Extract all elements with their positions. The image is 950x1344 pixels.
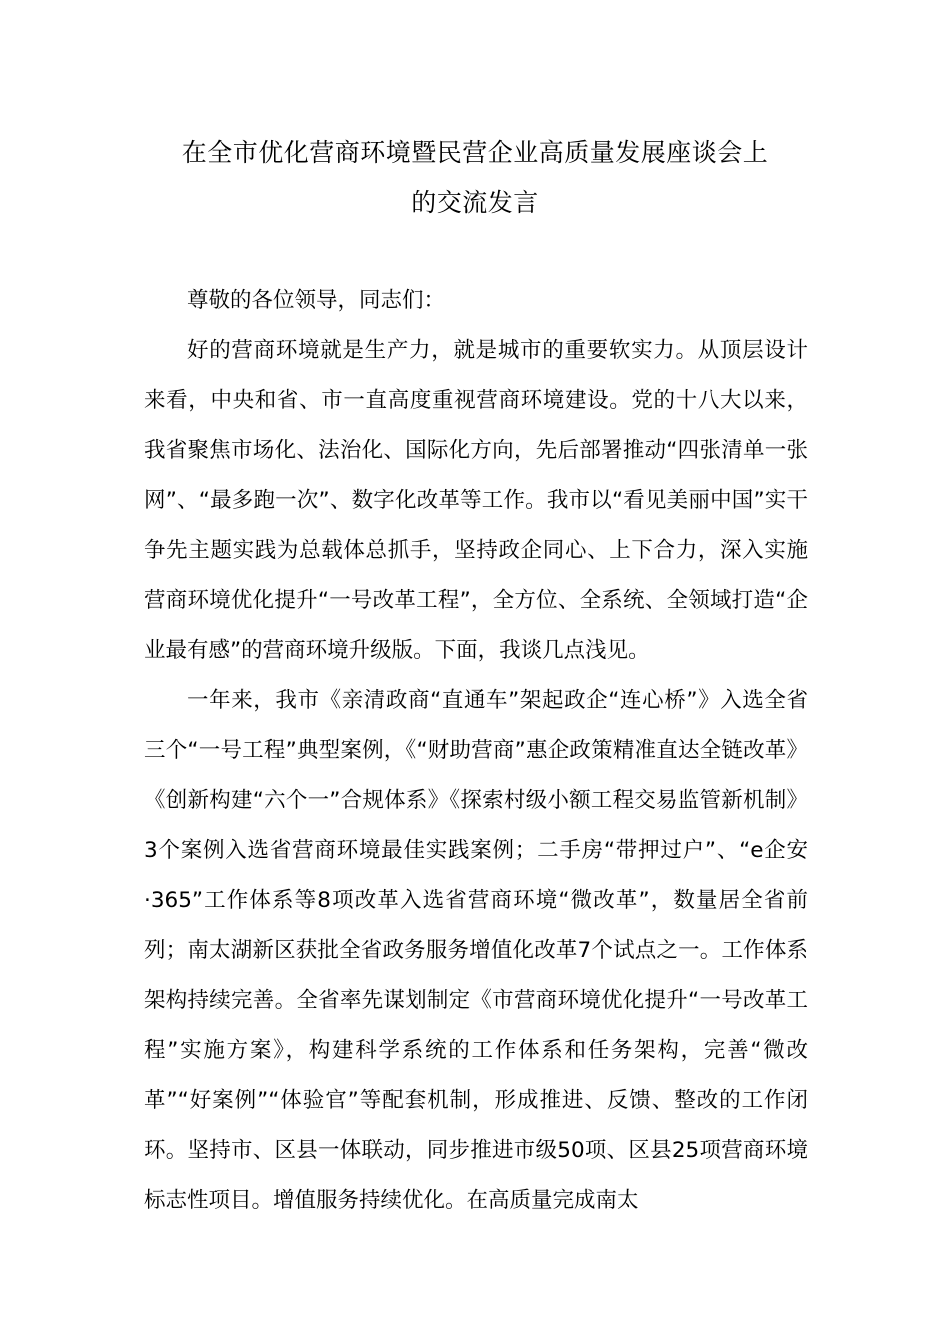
title-line-1: 在全市优化营商环境暨民营企业高质量发展座谈会上 xyxy=(181,138,769,167)
document-body xyxy=(144,276,808,1226)
paragraph-1: 好的营商环境就是生产力，就是城市的重要软实力。从顶层设计来看，中央和省、市一直高度重视营商环境建设。党的十八大以来，我省聚焦市场化、法治化、国际化方向，先后部署推动“四张清单一张网”、“最多跑一次”、数字化改革等工作。我市以“看见美丽中国”实干争先主题实践为总载体总抓手，坚持政企同心、上下合力，深入实施营商环境优化提升“一号改革工程”，全方位、全系统、全领域打造“企业最有感”的营商环境升级版。下面，我谈几点浅见。 xyxy=(144,338,808,663)
salutation: 尊敬的各位领导，同志们： xyxy=(187,288,446,313)
paragraph-2: 一年来，我市《亲清政商“直通车”架起政企“连心桥”》入选全省三个“一号工程”典型案例，《“财助营商”惠企政策精准直达全链改革》《创新构建“六个一”合规体系》《探索村级小额工程交易监管新机制》3个案例入选省营商环境最佳实践案例；二手房“带押过户”、“e企安·365”工作体系等8项改革入选省营商环境“微改革”，数量居全省前列；南太湖新区获批全省政务服务增值化改革7个试点之一。工作体系架构持续完善。全省率先谋划制定《市营商环境优化提升“一号改革工程”实施方案》，构建科学系统的工作体系和任务架构，完善“微改革”“好案例”“体验官”等配套机制，形成推进、反馈、整改的工作闭环。坚持市、区县一体联动，同步推进市级50项、区县25项营商环境标志性项目。增值服务持续优化。在高质量完成南太 xyxy=(144,688,808,1213)
document-title xyxy=(150,128,800,228)
title-line-2: 的交流发言 xyxy=(411,188,539,217)
